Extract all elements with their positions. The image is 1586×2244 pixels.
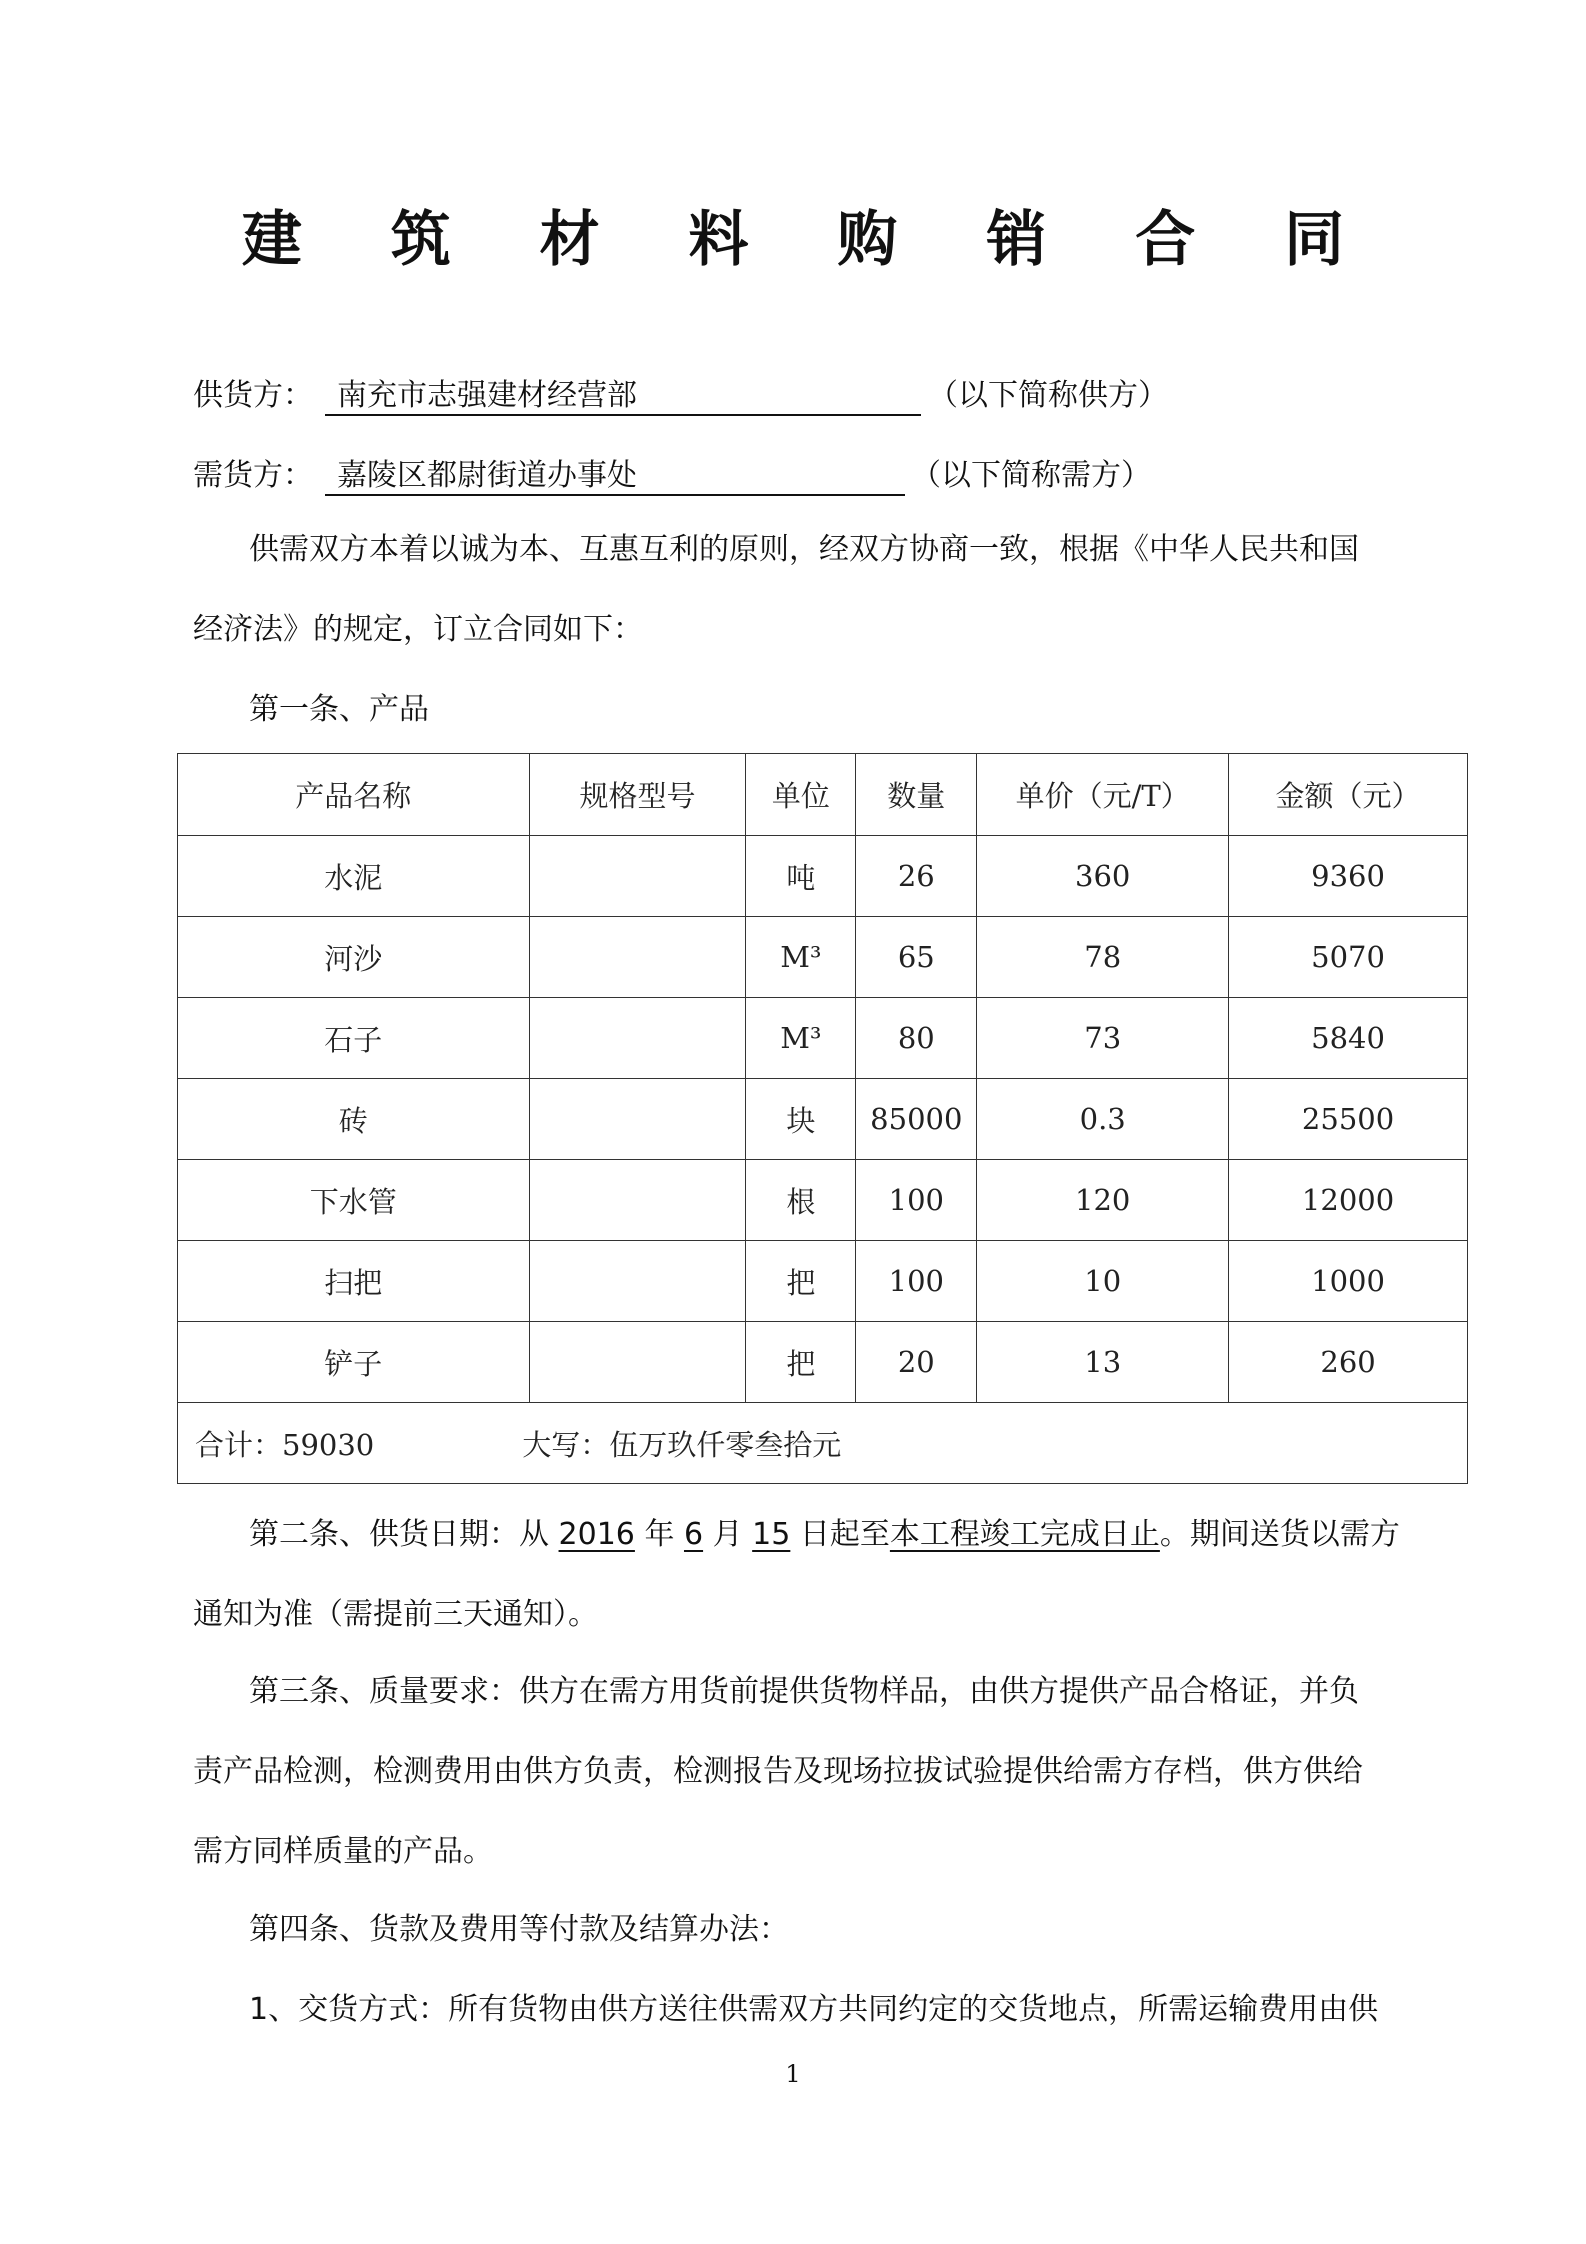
article1-heading: 第一条、产品	[249, 692, 429, 727]
table-row	[178, 1079, 1468, 1160]
cell-price: 13	[977, 1322, 1229, 1403]
header-quantity: 数量	[856, 754, 977, 836]
table-header-row	[178, 754, 1468, 836]
article3-line-1: 第三条、质量要求：供方在需方用货前提供货物样品，由供方提供产品合格证，并负	[249, 1674, 1359, 1709]
article2-line-1	[193, 1495, 1443, 1575]
cell-spec	[529, 917, 746, 998]
intro-line-1: 供需双方本着以诚为本、互惠互利的原则，经双方协商一致，根据《中华人民共和国	[249, 532, 1359, 567]
cell-amount: 1000	[1229, 1241, 1468, 1322]
article4-paragraph	[193, 1890, 1443, 2050]
cell-price: 0.3	[977, 1079, 1229, 1160]
cell-amount: 9360	[1229, 836, 1468, 917]
table-row	[178, 1241, 1468, 1322]
table-total-row	[178, 1403, 1468, 1484]
cell-name: 铲子	[178, 1322, 530, 1403]
cell-qty: 80	[856, 998, 977, 1079]
article2-suffix: 。期间送货以需方	[1159, 1517, 1400, 1552]
cell-unit: 把	[746, 1241, 856, 1322]
article3-paragraph	[193, 1652, 1443, 1892]
cell-spec	[529, 836, 746, 917]
cell-unit: 把	[746, 1322, 856, 1403]
cell-qty: 85000	[856, 1079, 977, 1160]
supplier-row	[193, 370, 1453, 418]
cell-spec	[529, 998, 746, 1079]
supplier-note: （以下简称供方）	[928, 378, 1168, 413]
product-table	[177, 753, 1468, 1484]
cell-qty: 20	[856, 1322, 977, 1403]
article4-item-1: 1、交货方式：所有货物由供方送往供需双方共同约定的交货地点，所需运输费用由供	[249, 1992, 1379, 2027]
cell-qty: 26	[856, 836, 977, 917]
table-row	[178, 1322, 1468, 1403]
cell-qty: 100	[856, 1241, 977, 1322]
header-product-name: 产品名称	[178, 754, 530, 836]
header-spec: 规格型号	[529, 754, 746, 836]
buyer-name-field: 嘉陵区都尉街道办事处	[325, 450, 905, 496]
cell-spec	[529, 1241, 746, 1322]
table-row	[178, 917, 1468, 998]
article3-line-3: 需方同样质量的产品。	[193, 1834, 493, 1869]
table-row	[178, 998, 1468, 1079]
cell-amount: 5840	[1229, 998, 1468, 1079]
total-amount-capital: 大写：伍万玖仟零叁拾元	[522, 1427, 842, 1462]
header-unit-price: 单价（元/T）	[977, 754, 1229, 836]
article2-prefix: 第二条、供货日期：从	[249, 1517, 559, 1552]
header-amount: 金额（元）	[1229, 754, 1468, 836]
day-unit: 日起至	[790, 1517, 890, 1552]
cell-price: 360	[977, 836, 1229, 917]
cell-amount: 25500	[1229, 1079, 1468, 1160]
page-number: 1	[785, 2060, 801, 2088]
cell-qty: 100	[856, 1160, 977, 1241]
supplier-label: 供货方：	[193, 378, 313, 413]
cell-spec	[529, 1322, 746, 1403]
supplier-name-field: 南充市志强建材经营部	[325, 370, 921, 416]
document-title: 建 筑 材 料 购 销 合 同	[241, 205, 1379, 275]
cell-unit: M³	[746, 998, 856, 1079]
cell-amount: 12000	[1229, 1160, 1468, 1241]
cell-name: 下水管	[178, 1160, 530, 1241]
cell-price: 73	[977, 998, 1229, 1079]
cell-qty: 65	[856, 917, 977, 998]
supply-end-condition: 本工程竣工完成日止	[889, 1517, 1160, 1552]
cell-unit: 根	[746, 1160, 856, 1241]
supply-start-day: 15	[752, 1517, 791, 1552]
cell-spec	[529, 1079, 746, 1160]
cell-price: 10	[977, 1241, 1229, 1322]
supply-start-year: 2016	[558, 1517, 635, 1552]
article2-line-2: 通知为准（需提前三天通知）。	[193, 1597, 598, 1632]
intro-paragraph	[193, 510, 1443, 670]
cell-unit: 块	[746, 1079, 856, 1160]
table-row	[178, 836, 1468, 917]
total-cell	[178, 1403, 1468, 1484]
cell-name: 砖	[178, 1079, 530, 1160]
total-amount: 合计：59030	[195, 1427, 375, 1462]
cell-name: 水泥	[178, 836, 530, 917]
buyer-note: （以下简称需方）	[911, 458, 1151, 493]
cell-name: 扫把	[178, 1241, 530, 1322]
cell-amount: 5070	[1229, 917, 1468, 998]
cell-price: 78	[977, 917, 1229, 998]
supply-start-month: 6	[683, 1517, 704, 1552]
cell-unit: 吨	[746, 836, 856, 917]
article3-line-2: 责产品检测，检测费用由供方负责，检测报告及现场拉拔试验提供给需方存档，供方供给	[193, 1754, 1363, 1789]
buyer-label: 需货方：	[193, 458, 313, 493]
article4-heading: 第四条、货款及费用等付款及结算办法：	[249, 1912, 789, 1947]
cell-price: 120	[977, 1160, 1229, 1241]
cell-name: 河沙	[178, 917, 530, 998]
cell-spec	[529, 1160, 746, 1241]
cell-unit: M³	[746, 917, 856, 998]
intro-line-2: 经济法》的规定，订立合同如下：	[193, 612, 643, 647]
buyer-row	[193, 450, 1453, 498]
cell-name: 石子	[178, 998, 530, 1079]
year-unit: 年	[634, 1517, 684, 1552]
cell-amount: 260	[1229, 1322, 1468, 1403]
header-unit: 单位	[746, 754, 856, 836]
month-unit: 月	[703, 1517, 753, 1552]
article2-paragraph	[193, 1495, 1443, 1655]
table-row	[178, 1160, 1468, 1241]
